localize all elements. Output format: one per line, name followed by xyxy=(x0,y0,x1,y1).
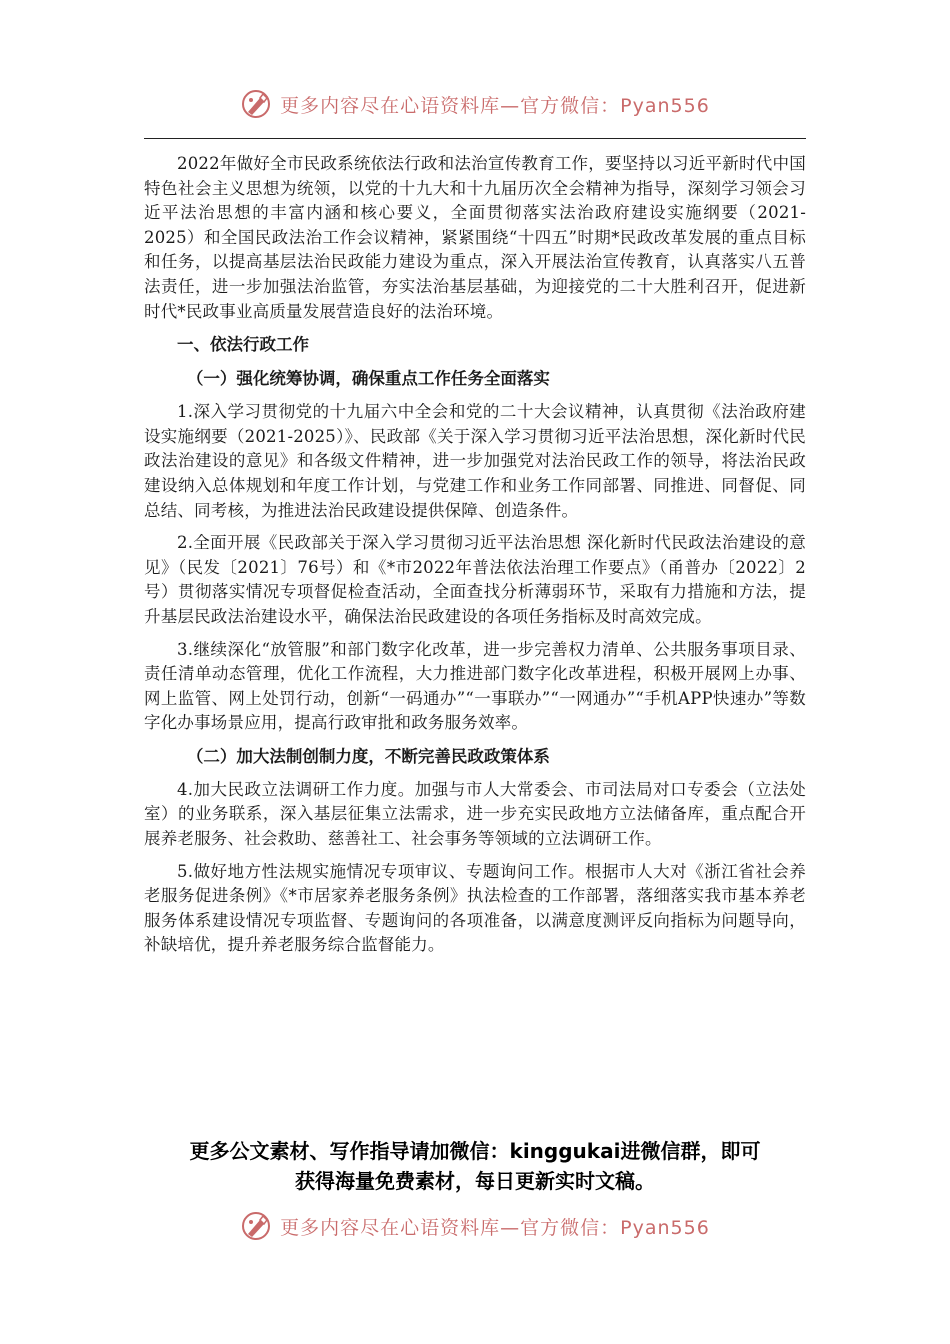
item-paragraph-3: 3.继续深化“放管服”和部门数字化改革，进一步完善权力清单、公共服务事项目录、责任清单动态管理，优化工作流程，大力推进部门数字化改革进程，积极开展网上办事、网上监管、网上处罚行动，创新“一码通办”“一事联办”“一网通办”“手机APP快速办”等数字化办事场景应用，提高行政审批和政务服务效率。 xyxy=(144,639,806,733)
promo-line-2: 获得海量免费素材，每日更新实时文稿。 xyxy=(295,1169,655,1193)
subsection-heading-2: （二）加大法制创制力度，不断完善民政政策体系 xyxy=(186,746,550,766)
pen-nib-icon xyxy=(240,1210,272,1242)
pen-nib-icon xyxy=(240,88,272,120)
item-paragraph-4: 4.加大民政立法调研工作力度。加强与市人大常委会、市司法局对口专委会（立法处室）的业务联系，深入基层征集立法需求，进一步充实民政地方立法储备库，重点配合开展养老服务、社会救助、慈善社工、社会事务等领域的立法调研工作。 xyxy=(144,779,806,849)
item-paragraph-5: 5.做好地方性法规实施情况专项审议、专题询问工作。根据市人大对《浙江省社会养老服务促进条例》《*市居家养老服务条例》执法检查的工作部署，落细落实我市基本养老服务体系建设情况专项监督、专题询问的各项准备，以满意度测评反向指标为问题导向，补缺培优，提升养老服务综合监督能力。 xyxy=(144,861,806,955)
footer-watermark xyxy=(0,1206,950,1246)
section-heading-1: 一、依法行政工作 xyxy=(177,335,309,355)
document-body xyxy=(144,152,806,966)
item-paragraph-2: 2.全面开展《民政部关于深入学习贯彻习近平法治思想 深化新时代民政法治建设的意见》（民发〔2021〕76号）和《*市2022年普法依法治理工作要点》（甬普办〔2022〕2号）贯彻落实情况专项督促检查活动，全面查找分析薄弱环节，采取有力措施和方法，提升基层民政法治建设水平，确保法治民政建设的各项任务指标及时高效完成。 xyxy=(144,533,806,626)
subsection-heading-1: （一）强化统筹协调，确保重点工作任务全面落实 xyxy=(186,369,550,389)
promo-notice xyxy=(144,1136,806,1196)
header-divider xyxy=(144,138,806,139)
footer-watermark-text: 更多内容尽在心语资料库—官方微信：Pyan556 xyxy=(280,1216,710,1239)
header-watermark xyxy=(0,84,950,124)
header-watermark-text: 更多内容尽在心语资料库—官方微信：Pyan556 xyxy=(280,94,710,117)
intro-paragraph: 2022年做好全市民政系统依法行政和法治宣传教育工作，要坚持以习近平新时代中国特色社会主义思想为统领，以党的十九大和十九届历次全会精神为指导，深刻学习领会习近平法治思想的丰富内涵和核心要义，全面贯彻落实法治政府建设实施纲要（2021-2025）和全国民政法治工作会议精神，紧紧围绕“十四五”时期*民政改革发展的重点目标和任务，以提高基层法治民政能力建设为重点，深入开展法治宣传教育，认真落实八五普法责任，进一步加强法治监管，夯实法治基层基础，为迎接党的二十大胜利召开，促进新时代*民政事业高质量发展营造良好的法治环境。 xyxy=(144,154,806,321)
promo-line-1: 更多公文素材、写作指导请加微信：kinggukai进微信群，即可 xyxy=(189,1139,761,1163)
item-paragraph-1: 1.深入学习贯彻党的十九届六中全会和党的二十大会议精神，认真贯彻《法治政府建设实施纲要（2021-2025）》、民政部《关于深入学习贯彻习近平法治思想，深化新时代民政法治建设的意见》和各级文件精神，进一步加强党对法治民政工作的领导，将法治民政建设纳入总体规划和年度工作计划，与党建工作和业务工作同部署、同推进、同督促、同总结、同考核，为推进法治民政建设提供保障、创造条件。 xyxy=(144,402,806,520)
